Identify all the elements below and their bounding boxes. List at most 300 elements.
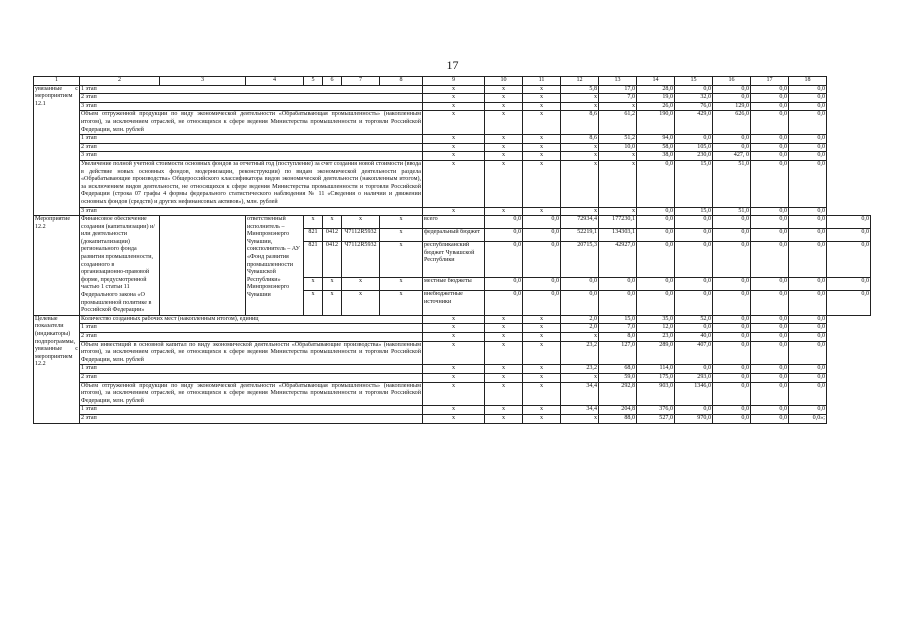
value-cell: 7,0 <box>599 94 637 103</box>
value-cell: 61,2 <box>599 111 637 135</box>
code-cell: х <box>380 242 423 278</box>
code-cell: х <box>380 278 423 291</box>
code-cell: х <box>304 278 323 291</box>
value-cell: х <box>599 152 637 161</box>
value-cell: х <box>523 333 561 342</box>
value-cell: 230,0 <box>675 152 713 161</box>
value-cell: 0,0 <box>675 242 713 278</box>
value-cell: х <box>423 324 485 333</box>
page-number: 17 <box>446 58 459 72</box>
empty-cell <box>160 216 246 316</box>
value-cell: 0,0 <box>789 373 827 382</box>
value-cell: 0,0 <box>637 160 675 207</box>
value-cell: 527,0 <box>637 414 675 423</box>
code-cell: 821 <box>304 242 323 278</box>
header-cell: 2 <box>80 77 160 86</box>
value-cell: 0,0 <box>789 291 827 316</box>
funding-source: внебюджетные источники <box>423 291 485 316</box>
value-cell: 0,0 <box>713 278 751 291</box>
indicator-description: 3 этап <box>80 152 423 161</box>
value-cell: 0,0 <box>713 315 751 324</box>
value-cell: 0,0 <box>789 406 827 415</box>
value-cell: 407,0 <box>675 341 713 365</box>
value-cell: х <box>523 94 561 103</box>
value-cell: 52,0 <box>675 315 713 324</box>
value-cell: 0,0 <box>523 216 561 229</box>
table-row <box>34 315 871 324</box>
value-cell: х <box>599 102 637 111</box>
value-cell: х <box>485 406 523 415</box>
value-cell: 204,8 <box>599 406 637 415</box>
value-cell: 15,0 <box>675 207 713 216</box>
value-cell: 0,0 <box>751 333 789 342</box>
value-cell: 2,0 <box>561 324 599 333</box>
value-cell: 0,0 <box>751 242 789 278</box>
header-cell: 14 <box>637 77 675 86</box>
funding-source: республиканский бюджет Чувашской Республики <box>423 242 485 278</box>
value-cell: 0,0 <box>485 229 523 242</box>
table-row <box>34 216 871 229</box>
value-cell: 0,0 <box>713 365 751 374</box>
value-cell: 0,0»; <box>789 414 827 423</box>
table-body <box>34 77 871 424</box>
value-cell: 0,0 <box>713 291 751 316</box>
value-cell: 0,0 <box>675 216 713 229</box>
value-cell: 0,0 <box>485 242 523 278</box>
value-cell: 0,0 <box>789 207 827 216</box>
value-cell: х <box>523 324 561 333</box>
value-cell: 72934,4 <box>561 216 599 229</box>
value-cell: 292,8 <box>599 382 637 406</box>
value-cell: 0,0 <box>713 94 751 103</box>
value-cell: х <box>423 207 485 216</box>
header-cell: 7 <box>342 77 380 86</box>
code-cell: х <box>380 229 423 242</box>
value-cell: х <box>423 333 485 342</box>
value-cell: х <box>423 85 485 94</box>
code-cell: х <box>380 216 423 229</box>
value-cell: х <box>485 160 523 207</box>
value-cell: 0,0 <box>523 229 561 242</box>
program-table <box>33 76 871 424</box>
value-cell: 51,0 <box>713 160 751 207</box>
indicator-description: 1 этап <box>80 365 423 374</box>
value-cell: 0,0 <box>637 229 675 242</box>
value-cell: 0,0 <box>789 111 827 135</box>
value-cell: 626,0 <box>713 111 751 135</box>
value-cell: 15,0 <box>599 315 637 324</box>
value-cell: 177230,1 <box>599 216 637 229</box>
value-cell: х <box>485 315 523 324</box>
value-cell: х <box>561 160 599 207</box>
value-cell: 0,0 <box>675 365 713 374</box>
block-label: увязанные с мероприятием 12.1 <box>34 85 80 216</box>
value-cell: х <box>485 341 523 365</box>
funding-source: местные бюджеты <box>423 278 485 291</box>
funding-source: всего <box>423 216 485 229</box>
indicator-description: Объем отгруженной продукции по виду экономической деятельности «Обрабатывающая промышленность» (накопленным итогом), за исключением отраслей, не относящихся к сфере ведения Министерства промышленности и торговли Российской Федерации, млн. рублей <box>80 111 423 135</box>
value-cell: 0,0 <box>751 135 789 144</box>
value-cell: 0,0 <box>789 278 827 291</box>
table-row <box>34 85 871 94</box>
header-cell: 8 <box>380 77 423 86</box>
table-row <box>34 94 871 103</box>
value-cell: 0,0 <box>675 291 713 316</box>
value-cell: 0,0 <box>751 406 789 415</box>
value-cell: х <box>423 135 485 144</box>
value-cell: 51,2 <box>599 135 637 144</box>
value-cell: 2,0 <box>561 315 599 324</box>
value-cell: 0,0 <box>675 324 713 333</box>
value-cell: х <box>523 315 561 324</box>
code-cell: 821 <box>304 229 323 242</box>
value-cell: 175,0 <box>637 373 675 382</box>
table-row <box>34 152 871 161</box>
value-cell: 52219,1 <box>561 229 599 242</box>
value-cell: х <box>561 373 599 382</box>
value-cell: х <box>423 94 485 103</box>
value-cell: 0,0 <box>523 278 561 291</box>
value-cell: х <box>561 152 599 161</box>
header-cell: 15 <box>675 77 713 86</box>
value-cell: 0,0 <box>675 135 713 144</box>
header-row <box>34 77 871 86</box>
value-cell: 34,4 <box>561 382 599 406</box>
value-cell: х <box>561 143 599 152</box>
indicator-description: Объем отгруженной продукции по виду экономической деятельности «Обрабатывающая промышленность» (накопленным итогом), за исключением отраслей, не относящихся к сфере ведения Министерства промышленности и торговли Российской Федерации, млн. рублей <box>80 382 423 406</box>
header-cell: 12 <box>561 77 599 86</box>
value-cell: 0,0 <box>827 278 871 291</box>
measure-title: Финансовое обеспечение создания (капитализации) и/или деятельности (докапитализации) регионального фонда развития промышленности, созданного в организационно-правовой форме, предусмотренной частью 1 статьи 11 Федерального закона «О промышленной политике в Российской Федерации» <box>80 216 160 316</box>
header-cell: 13 <box>599 77 637 86</box>
table-row <box>34 143 871 152</box>
value-cell: х <box>523 365 561 374</box>
value-cell: х <box>423 382 485 406</box>
value-cell: 0,0 <box>637 207 675 216</box>
value-cell: х <box>485 143 523 152</box>
indicator-description: 3 этап <box>80 102 423 111</box>
value-cell: 0,0 <box>751 160 789 207</box>
value-cell: х <box>423 152 485 161</box>
indicator-description: 3 этап <box>80 207 423 216</box>
value-cell: 0,0 <box>789 324 827 333</box>
value-cell: 129,0 <box>713 102 751 111</box>
value-cell: 127,0 <box>599 341 637 365</box>
value-cell: 289,0 <box>637 341 675 365</box>
funding-source: федеральный бюджет <box>423 229 485 242</box>
value-cell: х <box>523 143 561 152</box>
value-cell: 0,0 <box>561 278 599 291</box>
value-cell: 134303,1 <box>599 229 637 242</box>
value-cell: 0,0 <box>751 324 789 333</box>
value-cell: 58,0 <box>637 143 675 152</box>
code-cell: Ч7112R5932 <box>342 229 380 242</box>
value-cell: х <box>423 341 485 365</box>
value-cell: 0,0 <box>789 382 827 406</box>
value-cell: х <box>523 382 561 406</box>
header-cell: 18 <box>789 77 827 86</box>
value-cell: 105,0 <box>675 143 713 152</box>
value-cell: 0,0 <box>789 152 827 161</box>
value-cell: х <box>561 94 599 103</box>
header-cell: 1 <box>34 77 80 86</box>
indicator-description: 2 этап <box>80 143 423 152</box>
value-cell: х <box>485 324 523 333</box>
value-cell: х <box>423 102 485 111</box>
indicator-description: Количество созданных рабочих мест (накопленным итогом), единиц <box>80 315 423 324</box>
value-cell: 0,0 <box>827 216 871 229</box>
code-cell: х <box>323 291 342 316</box>
header-cell: 4 <box>246 77 304 86</box>
value-cell: 0,0 <box>789 102 827 111</box>
value-cell: 42927,0 <box>599 242 637 278</box>
code-cell: х <box>342 216 380 229</box>
value-cell: 35,0 <box>637 315 675 324</box>
value-cell: 17,0 <box>599 85 637 94</box>
value-cell: х <box>561 333 599 342</box>
code-cell: х <box>342 291 380 316</box>
value-cell: 0,0 <box>713 333 751 342</box>
value-cell: 0,0 <box>599 291 637 316</box>
value-cell: 0,0 <box>751 341 789 365</box>
value-cell: 376,0 <box>637 406 675 415</box>
value-cell: 0,0 <box>637 278 675 291</box>
value-cell: х <box>523 406 561 415</box>
table-row <box>34 160 871 207</box>
value-cell: х <box>423 414 485 423</box>
value-cell: 8,6 <box>561 111 599 135</box>
value-cell: 40,0 <box>675 333 713 342</box>
value-cell: 0,0 <box>713 85 751 94</box>
value-cell: х <box>423 111 485 135</box>
header-cell: 5 <box>304 77 323 86</box>
header-cell: 9 <box>423 77 485 86</box>
value-cell: 0,0 <box>789 365 827 374</box>
value-cell: 0,0 <box>713 341 751 365</box>
value-cell: 0,0 <box>751 414 789 423</box>
value-cell: 0,0 <box>789 85 827 94</box>
value-cell: х <box>485 414 523 423</box>
value-cell: 19,0 <box>637 94 675 103</box>
value-cell: 0,0 <box>523 291 561 316</box>
value-cell: 190,0 <box>637 111 675 135</box>
value-cell: 0,0 <box>751 365 789 374</box>
indicator-description: 1 этап <box>80 135 423 144</box>
header-cell: 16 <box>713 77 751 86</box>
table-row <box>34 135 871 144</box>
indicator-description: 1 этап <box>80 85 423 94</box>
value-cell: х <box>423 365 485 374</box>
value-cell: 0,0 <box>827 291 871 316</box>
value-cell: 0,0 <box>675 229 713 242</box>
value-cell: 0,0 <box>675 406 713 415</box>
value-cell: 0,0 <box>751 102 789 111</box>
table-row <box>34 111 871 135</box>
value-cell: х <box>523 160 561 207</box>
table-row <box>34 207 871 216</box>
indicator-description: 1 этап <box>80 324 423 333</box>
table-row <box>34 414 871 423</box>
value-cell: 0,0 <box>713 216 751 229</box>
value-cell: 0,0 <box>713 406 751 415</box>
value-cell: х <box>523 135 561 144</box>
header-cell: 6 <box>323 77 342 86</box>
value-cell: 0,0 <box>751 229 789 242</box>
indicator-description: Объем инвестиций в основной капитал по виду экономической деятельности «Обрабатывающие производства» (накопленным итогом), за исключением отраслей, не относящихся к сфере ведения Министерства промышленности и торговли Российской Федерации, млн. рублей <box>80 341 423 365</box>
value-cell: 0,0 <box>789 229 827 242</box>
table-row <box>34 365 871 374</box>
value-cell: 1346,0 <box>675 382 713 406</box>
value-cell: х <box>485 102 523 111</box>
value-cell: 0,0 <box>713 229 751 242</box>
value-cell: 0,0 <box>789 341 827 365</box>
value-cell: 429,0 <box>675 111 713 135</box>
code-cell: х <box>323 278 342 291</box>
block-label: Целевые показатели (индикаторы) подпрограммы, увязанные с мероприятием 12.2 <box>34 315 80 423</box>
value-cell: 38,0 <box>637 152 675 161</box>
table-row <box>34 324 871 333</box>
code-cell: х <box>304 291 323 316</box>
value-cell: 12,0 <box>637 324 675 333</box>
value-cell: 28,0 <box>637 85 675 94</box>
value-cell: 23,0 <box>637 333 675 342</box>
table-row <box>34 373 871 382</box>
value-cell: 0,0 <box>789 135 827 144</box>
value-cell: 0,0 <box>751 111 789 135</box>
value-cell: х <box>561 102 599 111</box>
value-cell: 23,2 <box>561 365 599 374</box>
value-cell: 0,0 <box>751 85 789 94</box>
value-cell: 88,0 <box>599 414 637 423</box>
value-cell: х <box>523 373 561 382</box>
table-row <box>34 102 871 111</box>
table-row <box>34 341 871 365</box>
value-cell: 94,0 <box>637 135 675 144</box>
code-cell: х <box>342 278 380 291</box>
value-cell: 0,0 <box>485 216 523 229</box>
value-cell: 0,0 <box>713 324 751 333</box>
value-cell: х <box>423 315 485 324</box>
indicator-description: 2 этап <box>80 333 423 342</box>
code-cell: 0412 <box>323 242 342 278</box>
value-cell: 20715,3 <box>561 242 599 278</box>
code-cell: Ч7112R5932 <box>342 242 380 278</box>
value-cell: х <box>485 382 523 406</box>
value-cell: х <box>423 143 485 152</box>
value-cell: 0,0 <box>713 382 751 406</box>
value-cell: х <box>485 85 523 94</box>
value-cell: 0,0 <box>751 382 789 406</box>
value-cell: 427, 0 <box>713 152 751 161</box>
indicator-description: 2 этап <box>80 94 423 103</box>
value-cell: х <box>485 373 523 382</box>
value-cell: 0,0 <box>675 85 713 94</box>
value-cell: 0,0 <box>637 242 675 278</box>
value-cell: 0,0 <box>827 242 871 278</box>
value-cell: х <box>485 111 523 135</box>
value-cell: 970,0 <box>675 414 713 423</box>
value-cell: х <box>523 341 561 365</box>
header-cell: 3 <box>160 77 246 86</box>
value-cell: 51,0 <box>713 207 751 216</box>
value-cell: 15,0 <box>675 160 713 207</box>
code-cell: х <box>323 216 342 229</box>
value-cell: х <box>599 160 637 207</box>
value-cell: 10,0 <box>599 143 637 152</box>
value-cell: х <box>485 207 523 216</box>
value-cell: 0,0 <box>789 160 827 207</box>
table-row <box>34 382 871 406</box>
value-cell: 0,0 <box>637 291 675 316</box>
value-cell: 0,0 <box>827 229 871 242</box>
value-cell: 0,0 <box>713 135 751 144</box>
value-cell: 76,0 <box>675 102 713 111</box>
value-cell: 114,0 <box>637 365 675 374</box>
value-cell: х <box>485 333 523 342</box>
value-cell: 0,0 <box>751 315 789 324</box>
table-row <box>34 333 871 342</box>
value-cell: х <box>485 135 523 144</box>
indicator-description: 1 этап <box>80 406 423 415</box>
value-cell: 59,0 <box>599 373 637 382</box>
value-cell: 0,0 <box>637 216 675 229</box>
value-cell: 8,0 <box>599 333 637 342</box>
code-cell: 0412 <box>323 229 342 242</box>
value-cell: 0,0 <box>751 143 789 152</box>
value-cell: х <box>485 94 523 103</box>
value-cell: 7,0 <box>599 324 637 333</box>
value-cell: х <box>561 207 599 216</box>
value-cell: 0,0 <box>789 333 827 342</box>
value-cell: 0,0 <box>789 242 827 278</box>
value-cell: х <box>485 365 523 374</box>
table-row <box>34 406 871 415</box>
header-cell: 11 <box>523 77 561 86</box>
value-cell: 0,0 <box>485 291 523 316</box>
value-cell: х <box>523 85 561 94</box>
value-cell: 0,0 <box>561 291 599 316</box>
value-cell: 0,0 <box>789 315 827 324</box>
value-cell: 0,0 <box>713 242 751 278</box>
value-cell: х <box>523 152 561 161</box>
value-cell: х <box>599 207 637 216</box>
value-cell: 0,0 <box>599 278 637 291</box>
value-cell: 0,0 <box>789 94 827 103</box>
value-cell: х <box>485 152 523 161</box>
code-cell: х <box>304 216 323 229</box>
value-cell: 0,0 <box>751 152 789 161</box>
value-cell: 0,0 <box>751 94 789 103</box>
indicator-description: Увеличение полной учетной стоимости основных фондов за отчетный год (поступление) за счет создания новой стоимости (ввода в действие новых основных фондов, модернизации, реконструкции) по видам экономической деятельности раздела «Обрабатывающие производства» Общероссийского классификатора видов экономической деятельности (накопленным итогом), за исключением видов деятельности, не относящихся к сфере ведения Министерства промышленности и торговли Российской Федерации (строка 07 графы 4 формы федерального статистического наблюдения № 11 «Сведения о наличии и движении основных фондов (средств) и других нефинансовых активов»), млн. рублей <box>80 160 423 207</box>
value-cell: 0,0 <box>789 143 827 152</box>
value-cell: 32,0 <box>675 94 713 103</box>
value-cell: 293,0 <box>675 373 713 382</box>
value-cell: х <box>423 160 485 207</box>
header-cell: 17 <box>751 77 789 86</box>
value-cell: х <box>423 406 485 415</box>
block-label: Мероприятие 12.2 <box>34 216 80 316</box>
value-cell: 26,0 <box>637 102 675 111</box>
value-cell: х <box>561 414 599 423</box>
value-cell: 0,0 <box>751 373 789 382</box>
value-cell: 903,0 <box>637 382 675 406</box>
value-cell: 0,0 <box>523 242 561 278</box>
value-cell: 0,0 <box>789 216 827 229</box>
value-cell: 0,0 <box>751 278 789 291</box>
value-cell: 0,0 <box>713 373 751 382</box>
value-cell: 0,0 <box>751 291 789 316</box>
value-cell: 0,0 <box>713 143 751 152</box>
